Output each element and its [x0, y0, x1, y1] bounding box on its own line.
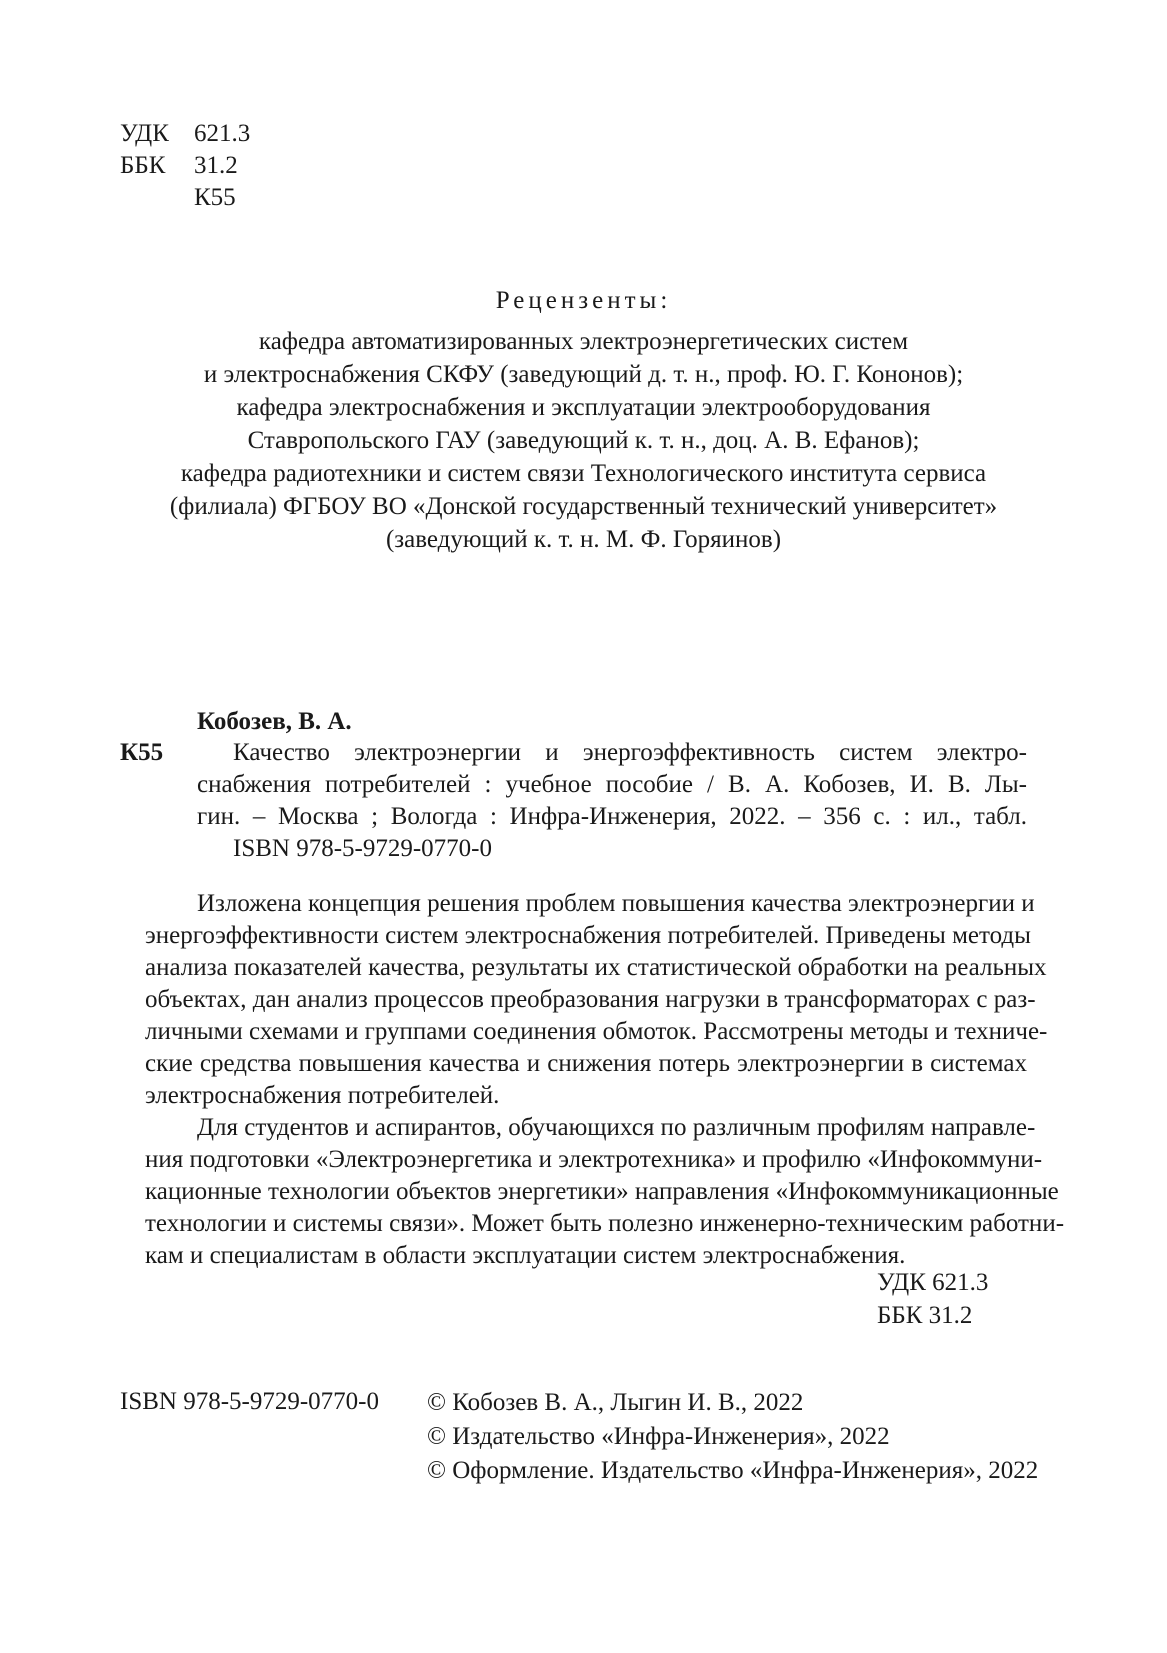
- reviewers-heading: Рецензенты:: [495, 287, 672, 314]
- bibliographic-description: [197, 737, 1027, 865]
- annotation-line: Изложена концепция решения проблем повышения качества электроэнергии и: [197, 890, 1035, 917]
- reviewers-list: [0, 325, 1167, 556]
- annotation-line: ния подготовки «Электроэнергетика и электротехника» и профилю «Инфокоммуни-: [145, 1146, 1043, 1173]
- bbk-row: [120, 150, 250, 182]
- bib-line: гин. – Москва ; Вологда : Инфра-Инженерия, 2022. – 356 с. : ил., табл.: [197, 803, 1027, 830]
- classification-top: [120, 118, 250, 214]
- annotation-line: технологии и системы связи». Может быть полезно инженерно-техническим работни-: [145, 1210, 1065, 1237]
- bib-line: снабжения потребителей : учебное пособие / В. А. Кобозев, И. В. Лы-: [197, 771, 1027, 798]
- bbk-bottom-line: ББК 31.2: [877, 1302, 973, 1329]
- annotation-line: Для студентов и аспирантов, обучающихся по различным профилям направле-: [197, 1114, 1036, 1141]
- udk-value: 621.3: [194, 120, 251, 147]
- copyright-line: © Издательство «Инфра-Инженерия», 2022: [427, 1423, 890, 1450]
- reviewer-line: Ставропольского ГАУ (заведующий к. т. н., доц. А. В. Ефанов);: [247, 427, 920, 454]
- annotation-line: электроснабжения потребителей.: [145, 1082, 500, 1109]
- reviewer-line: кафедра автоматизированных электроэнергетических систем: [258, 328, 909, 355]
- annotation-line: энергоэффективности систем электроснабжения потребителей. Приведены методы: [145, 922, 1031, 949]
- author-name: Кобозев, В. А.: [197, 708, 352, 735]
- reviewer-line: (заведующий к. т. н. М. Ф. Горяинов): [385, 526, 782, 553]
- udk-row: [120, 118, 250, 150]
- annotation-line: ские средства повышения качества и снижения потерь электроэнергии в системах: [145, 1050, 1027, 1077]
- classification-bottom: [877, 1266, 988, 1332]
- author-sign: К55: [120, 739, 164, 766]
- udk-bottom-line: УДК 621.3: [877, 1269, 989, 1296]
- reviewer-line: (филиала) ФГБОУ ВО «Донской государственный технический университет»: [169, 493, 998, 520]
- annotation-line: кам и специалистам в области эксплуатации систем электроснабжения.: [145, 1242, 906, 1269]
- reviewer-line: и электроснабжения СКФУ (заведующий д. т. н., проф. Ю. Г. Кононов);: [203, 361, 964, 388]
- bbk-value: 31.2: [194, 152, 238, 179]
- copyright-line: © Кобозев В. А., Лыгин И. В., 2022: [427, 1389, 804, 1416]
- bbk-label: ББК: [120, 152, 166, 179]
- bib-isbn: ISBN 978-5-9729-0770-0: [233, 835, 493, 862]
- bib-line: Качество электроэнергии и энергоэффективность систем электро-: [233, 739, 1027, 766]
- udk-label: УДК: [120, 120, 169, 147]
- isbn: ISBN 978-5-9729-0770-0: [120, 1388, 380, 1415]
- annotation-line: кационные технологии объектов энергетики» направления «Инфокоммуникационные: [145, 1178, 1059, 1205]
- copyright-line: © Оформление. Издательство «Инфра-Инженерия», 2022: [427, 1457, 1039, 1484]
- annotation-line: личными схемами и группами соединения обмоток. Рассмотрены методы и техниче-: [145, 1018, 1048, 1045]
- annotation: [145, 888, 1065, 1272]
- reviewer-line: кафедра радиотехники и систем связи Технологического института сервиса: [180, 460, 987, 487]
- annotation-line: объектах, дан анализ процессов преобразования нагрузки в трансформаторах с раз-: [145, 986, 1036, 1013]
- reviewer-line: кафедра электроснабжения и эксплуатации электрооборудования: [236, 394, 931, 421]
- copyrights: [427, 1386, 1038, 1488]
- annotation-line: анализа показателей качества, результаты их статистической обработки на реальных: [145, 954, 1047, 981]
- author-sign-value: К55: [194, 184, 236, 211]
- author-sign-row: [120, 182, 250, 214]
